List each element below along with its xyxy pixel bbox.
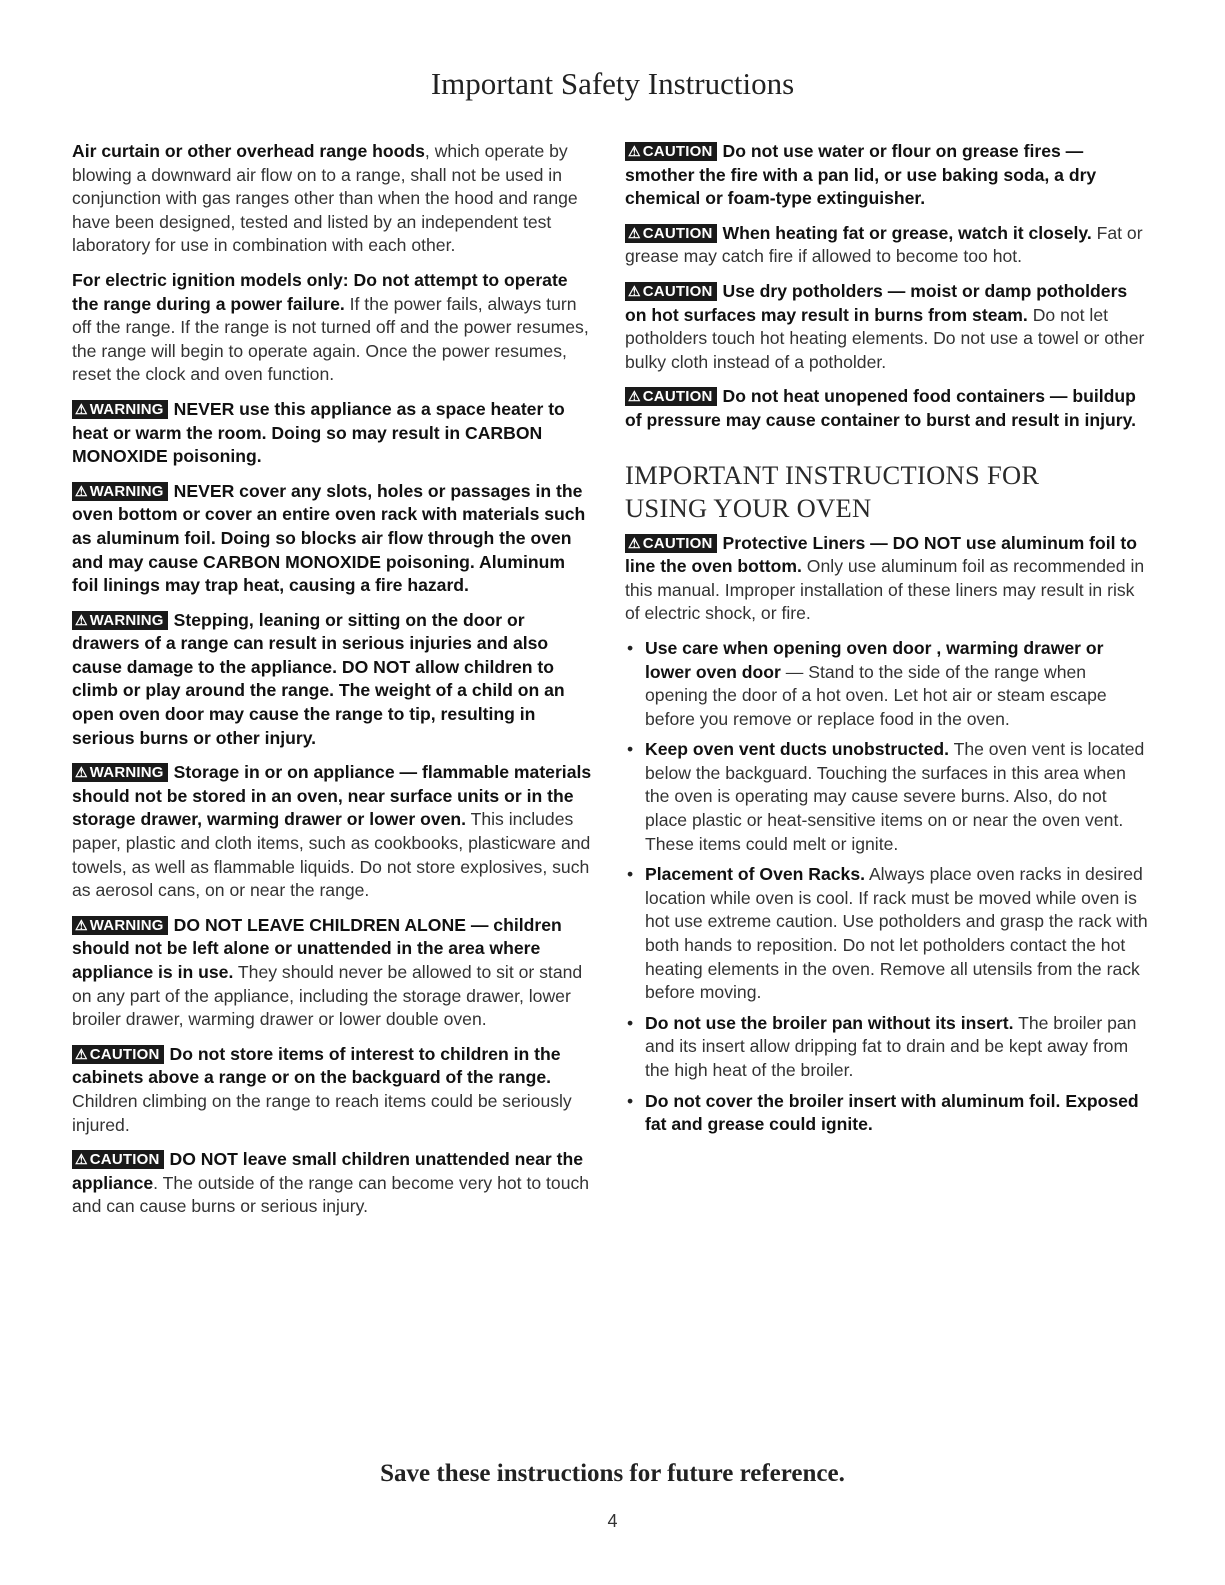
warning-space-heater: ⚠ WARNING NEVER use this appliance as a space heater to heat or warm the room. Doing so may result in CARBON MONOXIDE poisoning. [72, 398, 565, 467]
warning-triangle-icon: ⚠ [75, 916, 88, 933]
right-column [625, 140, 1150, 1144]
caution-badge: ⚠ CAUTION [625, 282, 717, 301]
caution-badge: ⚠ CAUTION [625, 534, 717, 553]
caution-badge: ⚠ CAUTION [625, 224, 717, 243]
caution-badge: ⚠ CAUTION [72, 1150, 164, 1169]
warning-triangle-icon: ⚠ [75, 1151, 88, 1168]
caution-unopened-containers: ⚠ CAUTION Do not heat unopened food containers — buildup of pressure may cause container to burst and result in injury. [625, 386, 1137, 430]
oven-instruction-list [625, 637, 1150, 1137]
warning-triangle-icon: ⚠ [628, 534, 641, 551]
warning-cover-slots: ⚠ WARNING NEVER cover any slots, holes or passages in the oven bottom or cover an entire oven rack with materials such as aluminum foil. Doing so blocks air flow through the oven and may cause CARBON MONOXIDE poisoning. Aluminum foil linings may trap heat, causing a fire hazard. [72, 480, 586, 596]
warning-triangle-icon: ⚠ [75, 611, 88, 628]
range-hood-note: Air curtain or other overhead range hoods, which operate by blowing a downward air flow on to a range, shall not be used in conjunction with gas ranges other than when the hood and range have been designed, tested and listed by an independent test laboratory for use in combination with each other. [72, 141, 578, 256]
caution-items-of-interest: ⚠ CAUTION Do not store items of interest to children in the cabinets above a range or on the backguard of the range. Children climbing on the range to reach items could be seriously injured. [72, 1043, 572, 1135]
caution-grease-fires: ⚠ CAUTION Do not use water or flour on grease fires — smother the fire with a pan lid, or use baking soda, a dry chemical or foam-type extinguisher. [625, 141, 1097, 209]
caution-badge: ⚠ CAUTION [625, 387, 717, 406]
warning-triangle-icon: ⚠ [75, 482, 88, 499]
warning-badge: ⚠ WARNING [72, 611, 168, 630]
list-item: • Use care when opening oven door , warming drawer or lower oven door — Stand to the side of the range when opening the door of a hot oven. Let hot air or steam escape before you remove or replace food in the oven. [625, 637, 1150, 731]
warning-triangle-icon: ⚠ [628, 388, 641, 405]
warning-badge: ⚠ WARNING [72, 400, 168, 419]
warning-badge: ⚠ WARNING [72, 482, 168, 501]
caution-badge: ⚠ CAUTION [625, 142, 717, 161]
power-failure-note: For electric ignition models only: Do not attempt to operate the range during a power failure. If the power fails, always turn off the range. If the range is not turned off and the power resumes, the range will begin to operate again. Once the power resumes, reset the clock and oven function. [72, 269, 589, 385]
warning-badge: ⚠ WARNING [72, 763, 168, 782]
caution-badge: ⚠ CAUTION [72, 1045, 164, 1064]
oven-section-heading: IMPORTANT INSTRUCTIONS FOR USING YOUR OVEN [625, 459, 1040, 523]
left-column [72, 140, 592, 1230]
warning-children-alone: ⚠ WARNING DO NOT LEAVE CHILDREN ALONE — children should not be left alone or unattended in the area where appliance is in use. They should never be allowed to sit or stand on any part of the appliance, including the storage drawer, lower broiler drawer, warming drawer or lower double oven. [72, 914, 583, 1030]
caution-small-children: ⚠ CAUTION DO NOT leave small children unattended near the appliance. The outside of the range can become very hot to touch and can cause burns or serious injury. [72, 1149, 590, 1217]
list-item: • Do not cover the broiler insert with aluminum foil. Exposed fat and grease could ignite. [625, 1090, 1150, 1137]
warning-triangle-icon: ⚠ [75, 1045, 88, 1062]
warning-triangle-icon: ⚠ [628, 224, 641, 241]
warning-triangle-icon: ⚠ [75, 764, 88, 781]
list-item: • Do not use the broiler pan without its insert. The broiler pan and its insert allow dripping fat to drain and be kept away from the high heat of the broiler. [625, 1012, 1150, 1083]
page-number: 4 [607, 1511, 618, 1531]
warning-badge: ⚠ WARNING [72, 916, 168, 935]
caution-heating-fat: ⚠ CAUTION When heating fat or grease, watch it closely. Fat or grease may catch fire if allowed to become too hot. [625, 222, 1143, 267]
caution-protective-liners: ⚠ CAUTION Protective Liners — DO NOT use aluminum foil to line the oven bottom. Only use aluminum foil as recommended in this manual. Improper installation of these liners may result in risk of electric shock, or fire. [625, 532, 1145, 624]
warning-stepping: ⚠ WARNING Stepping, leaning or sitting on the door or drawers of a range can result in serious injuries and also cause damage to the appliance. DO NOT allow children to climb or play around the range. The weight of a child on an open oven door may cause the range to tip, resulting in serious burns or other injury. [72, 609, 565, 748]
warning-triangle-icon: ⚠ [628, 282, 641, 299]
list-item: • Keep oven vent ducts unobstructed. The oven vent is located below the backguard. Touching the surfaces in this area when the oven is operating may cause severe burns. Also, do not place plastic or heat-sensitive items on or near the oven vent. These items could melt or ignite. [625, 738, 1150, 856]
footer-note: Save these instructions for future reference. [380, 1460, 845, 1487]
warning-triangle-icon: ⚠ [628, 143, 641, 159]
warning-storage: ⚠ WARNING Storage in or on appliance — flammable materials should not be stored in an oven, near surface units or in the storage drawer, warming drawer or lower oven. This includes paper, plastic and cloth items, such as cookbooks, plasticware and towels, as well as flammable liquids. Do not store explosives, such as aerosol cans, on or near the range. [72, 762, 592, 901]
warning-triangle-icon: ⚠ [75, 400, 88, 417]
caution-potholders: ⚠ CAUTION Use dry potholders — moist or damp potholders on hot surfaces may result in burns from steam. Do not let potholders touch hot heating elements. Do not use a towel or other bulky cloth instead of a potholder. [625, 280, 1145, 372]
list-item: • Placement of Oven Racks. Always place oven racks in desired location while oven is cool. If rack must be moved while oven is hot use extreme caution. Use potholders and grasp the rack with both hands to reposition. Do not let potholders contact the hot heating elements in the oven. Remove all utensils from the rack before moving. [625, 863, 1150, 1005]
page-title: Important Safety Instructions [430, 66, 795, 101]
